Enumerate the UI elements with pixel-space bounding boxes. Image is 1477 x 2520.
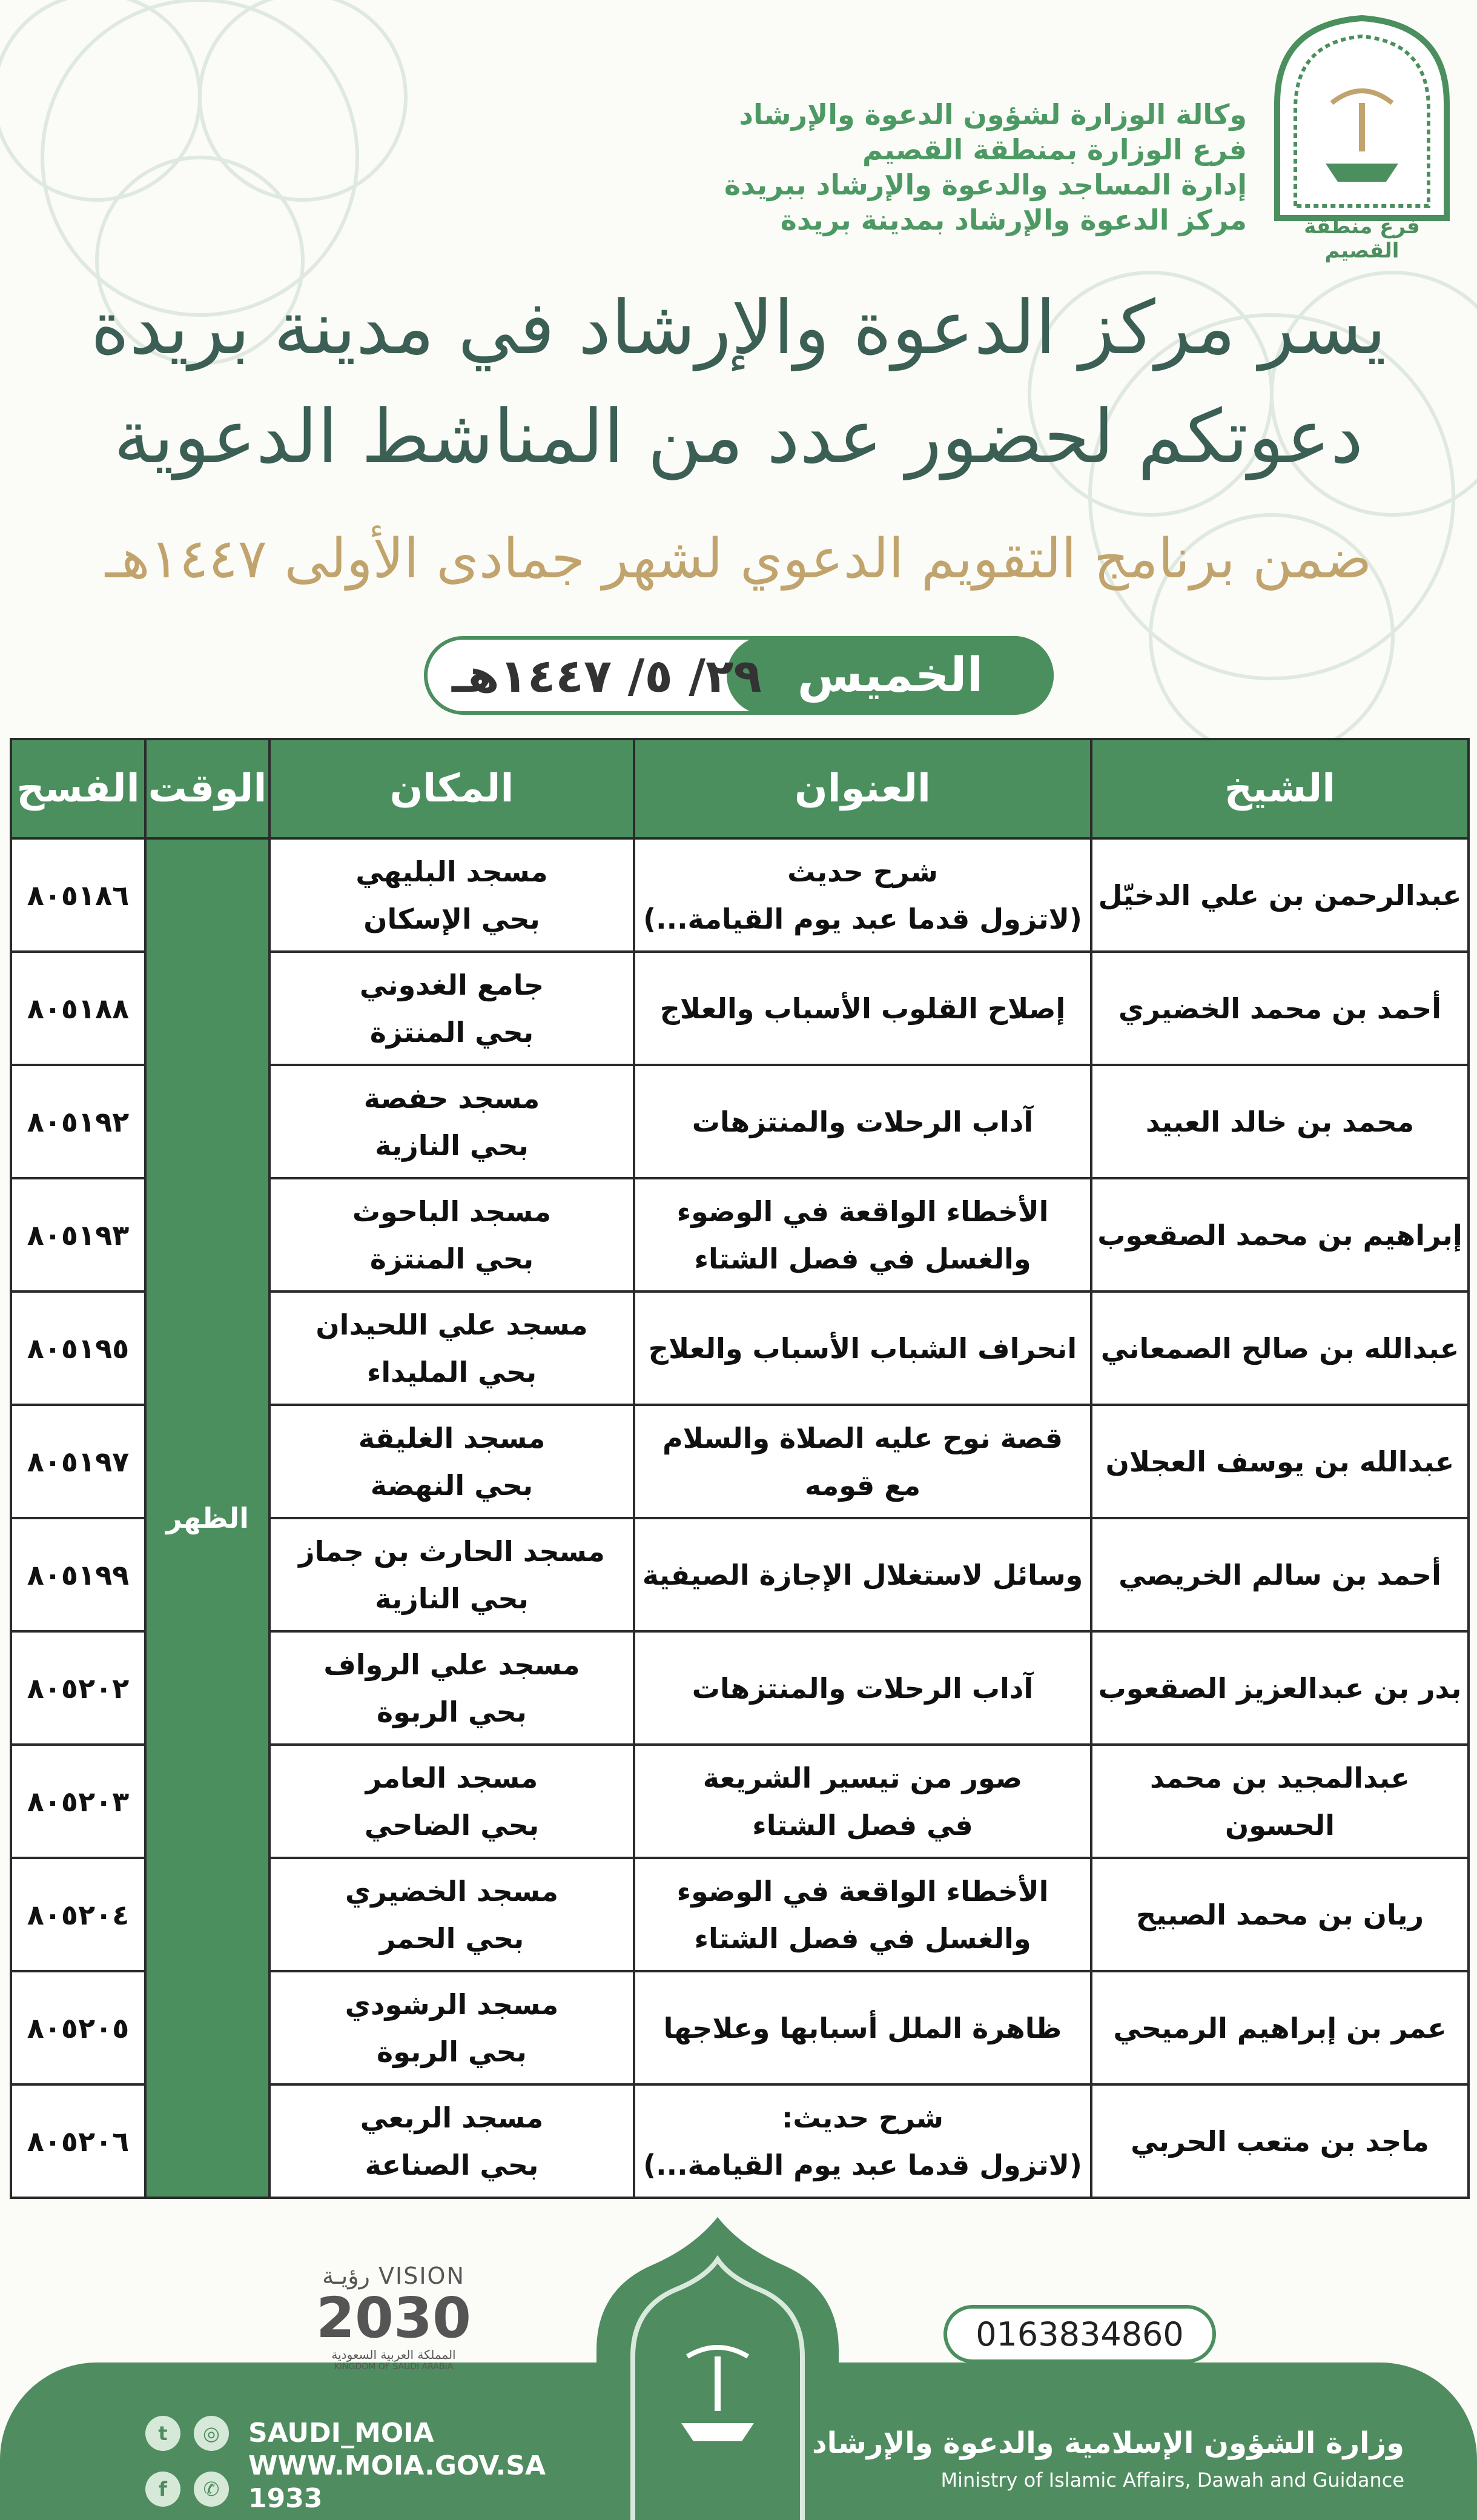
- cell-code: [11, 1631, 145, 1745]
- phone-number[interactable]: 0163834860: [943, 2305, 1216, 2363]
- cell-sheikh: [1091, 1745, 1469, 1858]
- cell-place: [269, 838, 634, 952]
- cell-title: [634, 1178, 1091, 1292]
- cell-place: [269, 1292, 634, 1405]
- cell-place: [269, 1745, 634, 1858]
- vision-kingdom-en: KINGDOM OF SAUDI ARABIA: [334, 2362, 454, 2372]
- date-pill: [424, 636, 1054, 715]
- cell-sheikh: [1091, 1178, 1469, 1292]
- cell-place-line: جامع الغدوني: [359, 968, 544, 1001]
- cell-sheikh-line: عبدالمجيد بن محمد الحسون: [1150, 1761, 1410, 1842]
- cell-place-line: مسجد الخضيري: [345, 1874, 559, 1908]
- cell-sheikh: [1091, 1405, 1469, 1518]
- cell-code: [11, 1292, 145, 1405]
- emblem-caption: فرع منطقة القصيم: [1304, 214, 1420, 263]
- cell-title-line: ظاهرة الملل أسبابها وعلاجها: [663, 2011, 1062, 2044]
- cell-code: [11, 838, 145, 952]
- cell-code: [11, 2084, 145, 2198]
- cell-title: [634, 838, 1091, 952]
- cell-sheikh-line: بدر بن عبدالعزيز الصقعوب: [1098, 1671, 1462, 1705]
- instagram-icon[interactable]: ◎: [194, 2416, 229, 2451]
- cell-title-line: في فصل الشتاء: [752, 1808, 973, 1842]
- cell-place-line: مسجد حفصة: [363, 1081, 540, 1115]
- cell-code-line: ٨٠٥٢٠٤: [27, 1898, 130, 1931]
- contact-block: [248, 2417, 546, 2515]
- cell-place-line: بحي النازية: [375, 1129, 529, 1162]
- cell-title: [634, 1858, 1091, 1971]
- cell-code: [11, 1065, 145, 1178]
- cell-sheikh: [1091, 2084, 1469, 2198]
- cell-place-line: مسجد الباحوث: [352, 1195, 552, 1228]
- date-day: الخميس: [727, 636, 1054, 715]
- cell-title-line: والغسل في فصل الشتاء: [694, 1921, 1031, 1955]
- header-sheikh: الشيخ: [1091, 739, 1469, 838]
- cell-place: [269, 1405, 634, 1518]
- header-place: المكان: [269, 739, 634, 838]
- vision-year: 2030: [316, 2286, 472, 2350]
- website-link[interactable]: WWW.MOIA.GOV.SA: [248, 2450, 546, 2481]
- cell-title-line: قصة نوح عليه الصلاة والسلام: [662, 1421, 1063, 1454]
- cell-code-line: ٨٠٥٢٠٥: [27, 2011, 130, 2044]
- cell-title: [634, 1971, 1091, 2084]
- cell-place-line: مسجد علي اللحيدان: [316, 1308, 588, 1341]
- date-value: ٢٩/ ٥/ ١٤٤٧هـ: [452, 648, 762, 703]
- cell-place-line: مسجد الرشودي: [345, 1988, 559, 2021]
- cell-title-line: (لاتزول قدما عبد يوم القيامة...): [643, 902, 1082, 935]
- ministry-name-en: Ministry of Islamic Affairs, Dawah and Guidance: [940, 2469, 1404, 2492]
- headline-line-1: يسر مركز الدعوة والإرشاد في مدينة بريدة: [90, 285, 1387, 371]
- agency-line: مركز الدعوة والإرشاد بمدينة بريدة: [780, 204, 1247, 236]
- cell-place-line: بحي الإسكان: [363, 902, 540, 935]
- cell-code: [11, 1178, 145, 1292]
- cell-place: [269, 1178, 634, 1292]
- headline-line-2: دعوتكم لحضور عدد من المناشط الدعوية: [113, 394, 1364, 480]
- cell-sheikh-line: أحمد بن سالم الخريصي: [1118, 1558, 1441, 1591]
- cell-code: [11, 1971, 145, 2084]
- cell-code-line: ٨٠٥١٩٧: [27, 1445, 130, 1478]
- cell-title-line: صور من تيسير الشريعة: [702, 1761, 1023, 1794]
- header-code: الفسح: [11, 739, 145, 838]
- cell-sheikh-line: ريان بن محمد الصبيح: [1135, 1898, 1424, 1931]
- cell-code-line: ٨٠٥٢٠٢: [27, 1671, 130, 1705]
- cell-place-line: مسجد الربعي: [360, 2101, 544, 2134]
- cell-sheikh: [1091, 952, 1469, 1065]
- cell-title-line: الأخطاء الواقعة في الوضوء: [676, 1195, 1049, 1228]
- vision-kingdom-ar: المملكة العربية السعودية: [331, 2347, 456, 2362]
- facebook-icon[interactable]: f: [145, 2472, 180, 2507]
- cell-sheikh: [1091, 1292, 1469, 1405]
- cell-place-line: بحي الحمر: [379, 1921, 524, 1955]
- cell-place-line: بحي الضاحي: [364, 1808, 540, 1842]
- ministry-name-ar: وزارة الشؤون الإسلامية والدعوة والإرشاد: [812, 2426, 1404, 2460]
- hotline[interactable]: 1933: [248, 2483, 323, 2514]
- cell-sheikh-line: ماجد بن متعب الحربي: [1131, 2124, 1429, 2158]
- cell-sheikh-line: عبدالله بن يوسف العجلان: [1105, 1445, 1455, 1478]
- cell-sheikh-line: إبراهيم بن محمد الصقعوب: [1097, 1218, 1462, 1252]
- cell-place-line: مسجد العامر: [365, 1761, 538, 1794]
- cell-code: [11, 1405, 145, 1518]
- vision-label: VISION رؤيـة: [322, 2263, 465, 2289]
- cell-code-line: ٨٠٥١٩٩: [27, 1558, 130, 1591]
- cell-title-line: انحراف الشباب الأسباب والعلاج: [648, 1331, 1077, 1365]
- cell-place-line: مسجد علي الرواف: [323, 1648, 580, 1681]
- phone-icon[interactable]: ✆: [194, 2472, 229, 2507]
- cell-sheikh-line: عمر بن إبراهيم الرميحي: [1113, 2011, 1447, 2044]
- cell-code: [11, 952, 145, 1065]
- cell-place-line: مسجد الغليقة: [358, 1421, 546, 1454]
- cell-place: [269, 1631, 634, 1745]
- cell-title: [634, 1065, 1091, 1178]
- cell-code-line: ٨٠٥٢٠٦: [27, 2124, 130, 2158]
- cell-title: [634, 1631, 1091, 1745]
- cell-place-line: مسجد البليهي: [355, 855, 548, 888]
- agency-line: فرع الوزارة بمنطقة القصيم: [862, 133, 1247, 166]
- cell-sheikh-line: عبدالرحمن بن علي الدخيّل: [1098, 878, 1462, 912]
- cell-code-line: ٨٠٥١٩٥: [27, 1331, 130, 1365]
- cell-title: [634, 2084, 1091, 2198]
- cell-code: [11, 1858, 145, 1971]
- cell-title: [634, 952, 1091, 1065]
- cell-title-line: الأخطاء الواقعة في الوضوء: [676, 1874, 1049, 1908]
- cell-place-line: بحي المنتزة: [369, 1015, 534, 1049]
- header: [0, 12, 1477, 267]
- agency-line: وكالة الوزارة لشؤون الدعوة والإرشاد: [739, 98, 1247, 131]
- cell-place: [269, 952, 634, 1065]
- cell-code: [11, 1518, 145, 1631]
- cell-place-line: بحي الربوة: [377, 1695, 527, 1728]
- cell-code-line: ٨٠٥١٩٣: [27, 1218, 130, 1252]
- cell-place-line: بحي الربوة: [377, 2035, 527, 2068]
- cell-sheikh-line: أحمد بن محمد الخضيري: [1118, 992, 1442, 1025]
- cell-place: [269, 1518, 634, 1631]
- cell-title-line: شرح حديث: [787, 855, 938, 888]
- cell-code-line: ٨٠٥١٩٢: [27, 1105, 130, 1138]
- social-handle[interactable]: SAUDI_MOIA: [248, 2418, 434, 2449]
- cell-sheikh-line: محمد بن خالد العبيد: [1145, 1105, 1415, 1138]
- cell-title: [634, 1292, 1091, 1405]
- cell-title-line: مع قومه: [804, 1468, 921, 1502]
- cell-place-line: بحي النهضة: [370, 1468, 534, 1502]
- cell-place: [269, 1971, 634, 2084]
- cell-sheikh: [1091, 1065, 1469, 1178]
- table-row: [11, 838, 1469, 952]
- cell-sheikh: [1091, 1858, 1469, 1971]
- footer-emblem-arch: [596, 2217, 839, 2520]
- cell-place-line: بحي المنتزة: [369, 1242, 534, 1275]
- cell-title: [634, 1405, 1091, 1518]
- twitter-icon[interactable]: t: [145, 2416, 180, 2451]
- cell-sheikh: [1091, 1971, 1469, 2084]
- ministry-emblem-icon: [1265, 12, 1459, 263]
- agency-lines: [724, 97, 1247, 237]
- cell-code-line: ٨٠٥١٨٦: [27, 878, 130, 912]
- cell-place-line: بحي النازية: [375, 1582, 529, 1615]
- cell-title-line: إصلاح القلوب الأسباب والعلاج: [659, 992, 1066, 1025]
- cell-title: [634, 1518, 1091, 1631]
- cell-place-line: بحي المليداء: [366, 1355, 537, 1388]
- header-title: العنوان: [634, 739, 1091, 838]
- cell-title-line: آداب الرحلات والمنتزهات: [692, 1671, 1034, 1705]
- cell-sheikh-line: عبدالله بن صالح الصمعاني: [1100, 1331, 1459, 1365]
- cell-place: [269, 1065, 634, 1178]
- headline-line-3: ضمن برنامج التقويم الدعوي لشهر جمادى الأولى ١٤٤٧هـ: [105, 527, 1372, 591]
- cell-place: [269, 2084, 634, 2198]
- schedule-table: [10, 738, 1470, 2199]
- cell-code: [11, 1745, 145, 1858]
- cell-time: [145, 838, 269, 2198]
- agency-line: إدارة المساجد والدعوة والإرشاد ببريدة: [724, 168, 1247, 201]
- cell-code-line: ٨٠٥١٨٨: [27, 992, 130, 1025]
- cell-title-line: آداب الرحلات والمنتزهات: [692, 1105, 1034, 1138]
- cell-title-line: (لاتزول قدما عبد يوم القيامة...): [643, 2148, 1082, 2181]
- vision-2030-logo: [303, 2263, 484, 2372]
- table-header-row: [11, 739, 1469, 838]
- cell-sheikh: [1091, 1631, 1469, 1745]
- cell-title: [634, 1745, 1091, 1858]
- cell-place: [269, 1858, 634, 1971]
- cell-title-line: وسائل لاستغلال الإجازة الصيفية: [642, 1558, 1083, 1591]
- cell-place-line: مسجد الحارث بن جماز: [299, 1534, 605, 1568]
- cell-code-line: ٨٠٥٢٠٣: [27, 1785, 130, 1818]
- cell-sheikh: [1091, 1518, 1469, 1631]
- cell-place-line: بحي الصناعة: [365, 2148, 539, 2181]
- header-time: الوقت: [145, 739, 269, 838]
- cell-sheikh: [1091, 838, 1469, 952]
- cell-time-line: الظهر: [166, 1502, 249, 1534]
- cell-title-line: شرح حديث:: [781, 2101, 944, 2134]
- cell-title-line: والغسل في فصل الشتاء: [694, 1242, 1031, 1275]
